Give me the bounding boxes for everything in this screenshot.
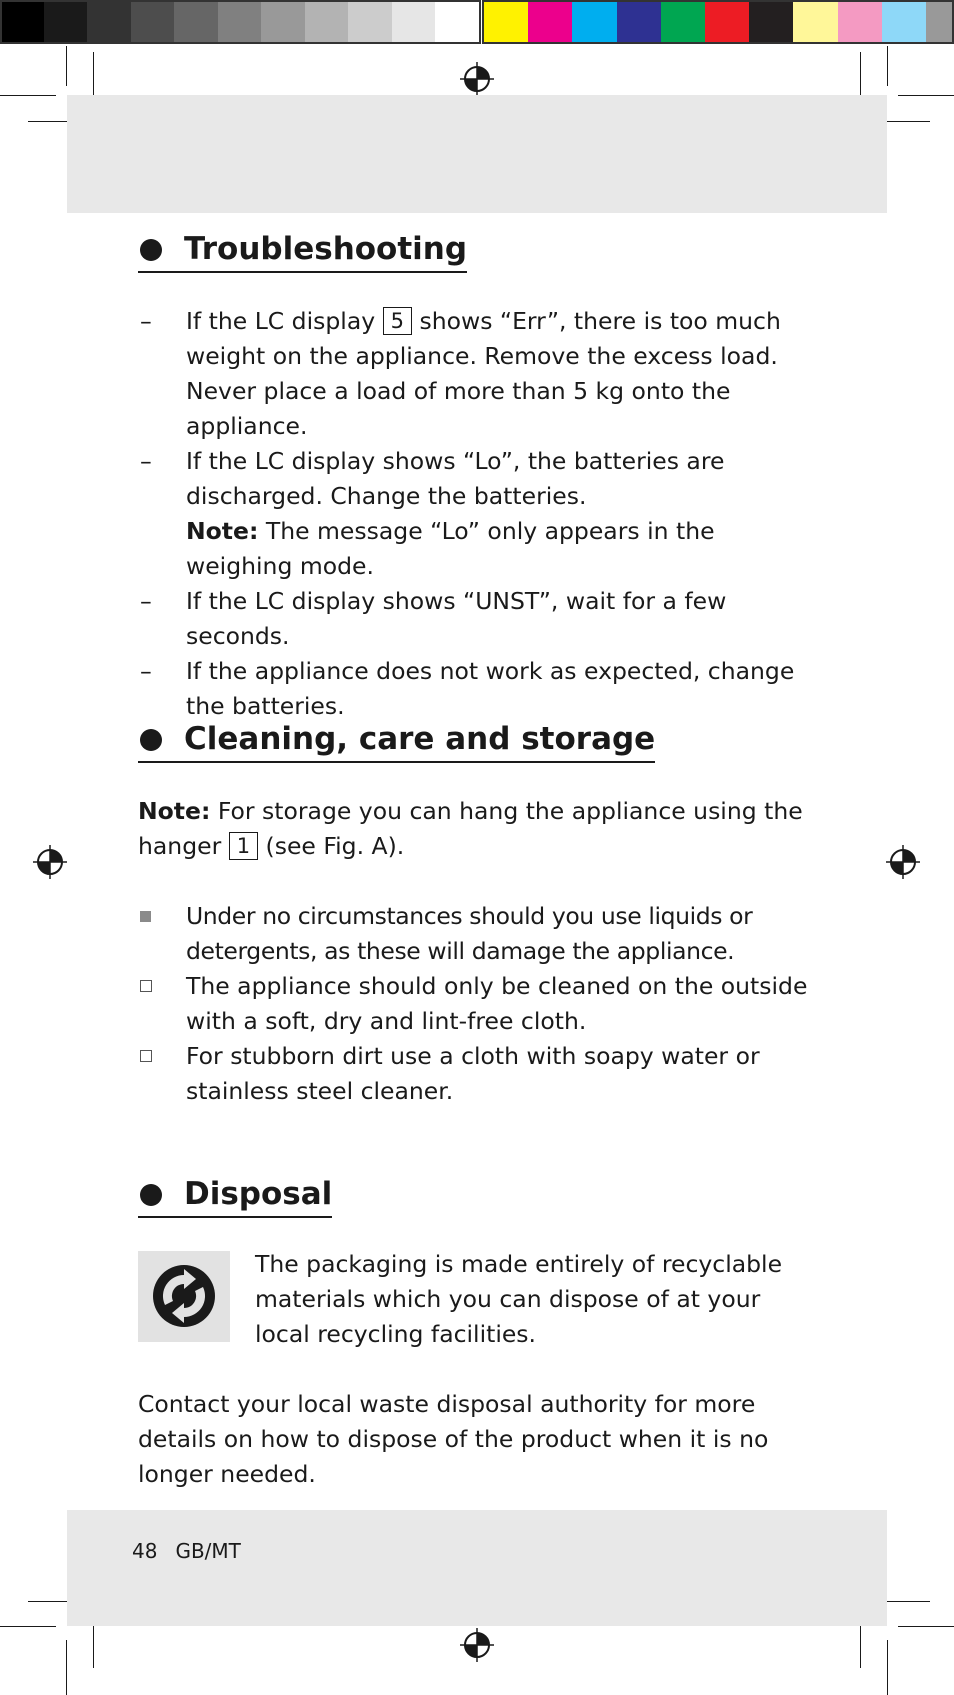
list-item <box>138 969 828 1039</box>
dash-marker: – <box>140 306 152 335</box>
bullet-dot-icon <box>140 1184 162 1206</box>
item-text: If the LC display shows “Lo”, the batteries are discharged. Change the batteries. <box>186 446 725 510</box>
registration-mark-icon <box>886 845 920 879</box>
list-item <box>138 444 828 584</box>
dash-marker: – <box>140 586 152 615</box>
packaging-block <box>138 1251 828 1352</box>
registration-mark-icon <box>460 62 494 96</box>
item-text: The appliance should only be cleaned on the outside with a soft, dry and lint-free cloth. <box>186 971 808 1035</box>
header-band <box>67 95 887 213</box>
troubleshooting-heading <box>138 232 467 273</box>
item-text: Under no circumstances should you use liquids or detergents, as these will damage the appliance. <box>186 901 753 965</box>
troubleshooting-list <box>138 304 828 724</box>
registration-mark-icon <box>460 1628 494 1662</box>
note-label: Note: <box>186 516 259 545</box>
open-square-bullet-icon <box>140 1050 152 1062</box>
note-label: Note: <box>138 796 211 825</box>
disposal-heading <box>138 1177 332 1218</box>
swatch-frame <box>482 0 954 44</box>
storage-note <box>138 794 828 864</box>
locale-label: GB/MT <box>175 1539 241 1563</box>
cleaning-section <box>138 722 828 1109</box>
note-text: The message “Lo” only appears in the weighing mode. <box>186 516 715 580</box>
cleaning-list <box>138 899 828 1109</box>
section-title: Troubleshooting <box>184 231 468 267</box>
filled-square-bullet-icon <box>140 911 151 922</box>
item-text: shows “Err”, there is too much weight on the appliance. Remove the excess load. Never place a load of more than 5 kg onto the appliance. <box>186 306 781 440</box>
list-item <box>138 1039 828 1109</box>
disposal-section <box>138 1177 828 1492</box>
item-text: If the LC display shows “UNST”, wait for a few seconds. <box>186 586 727 650</box>
section-title: Disposal <box>184 1176 333 1212</box>
registration-mark-icon <box>33 845 67 879</box>
footer-band <box>67 1510 887 1626</box>
contact-text: Contact your local waste disposal authority for more details on how to dispose of the product when it is no longer needed. <box>138 1389 769 1488</box>
recycling-green-dot-icon <box>138 1251 230 1342</box>
item-text: If the LC display <box>186 306 383 335</box>
page-footer <box>132 1537 241 1565</box>
dash-marker: – <box>140 446 152 475</box>
note-text: (see Fig. A). <box>258 831 405 860</box>
list-item <box>138 584 828 654</box>
list-item <box>138 304 828 444</box>
heading-underline <box>138 1216 332 1218</box>
item-text: If the appliance does not work as expected, change the batteries. <box>186 656 795 720</box>
page-number: 48 <box>132 1539 158 1563</box>
note-text: For storage you can hang the appliance using the hanger <box>138 796 803 860</box>
section-title: Cleaning, care and storage <box>184 721 656 757</box>
cleaning-heading <box>138 722 655 763</box>
swatch-frame <box>0 0 481 44</box>
bullet-dot-icon <box>140 239 162 261</box>
part-number-box: 5 <box>383 307 412 335</box>
packaging-text: The packaging is made entirely of recyclable materials which you can dispose of at your local recycling facilities. <box>255 1249 783 1348</box>
heading-underline <box>138 761 655 763</box>
list-item <box>138 654 828 724</box>
bullet-dot-icon <box>140 729 162 751</box>
dash-marker: – <box>140 656 152 685</box>
item-text: For stubborn dirt use a cloth with soapy water or stainless steel cleaner. <box>186 1041 760 1105</box>
open-square-bullet-icon <box>140 980 152 992</box>
heading-underline <box>138 271 467 273</box>
troubleshooting-section <box>138 232 828 724</box>
list-item <box>138 899 828 969</box>
part-number-box: 1 <box>229 832 258 860</box>
